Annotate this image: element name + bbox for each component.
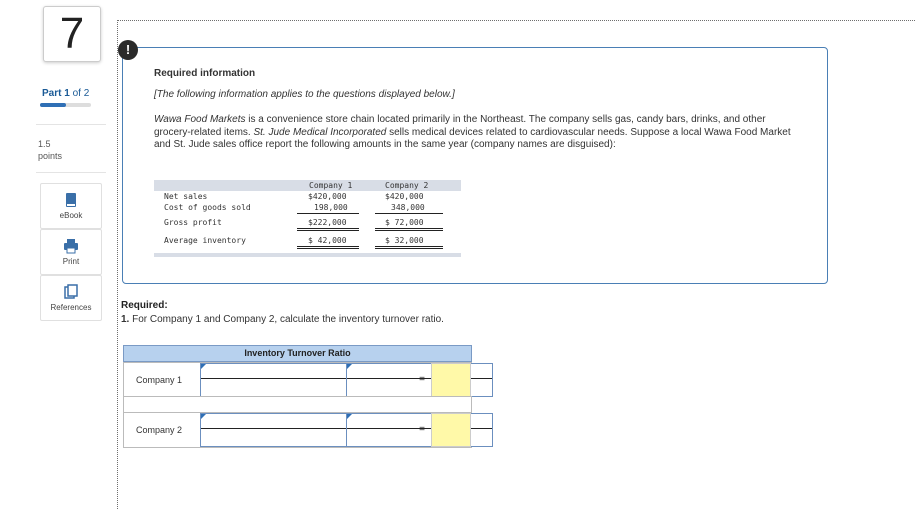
printer-icon (63, 238, 79, 254)
row-label: Company 1 (136, 375, 183, 385)
references-label: References (50, 303, 92, 312)
cell-value: 348,000 (391, 203, 425, 212)
cell-value: $ 42,000 (308, 236, 347, 245)
equals-sign: = (419, 374, 425, 385)
row-label: Company 2 (136, 425, 183, 435)
column-header: Company 2 (385, 181, 429, 190)
column-header: Company 1 (309, 181, 353, 190)
question-number: 7 (43, 6, 101, 62)
references-button[interactable] (40, 275, 102, 321)
row-label: Cost of goods sold (164, 203, 251, 212)
cell-value: 198,000 (314, 203, 348, 212)
info-applies-note: [The following information applies to the questions displayed below.] (154, 89, 455, 100)
cell-value: $420,000 (385, 192, 424, 201)
cell-value: $420,000 (308, 192, 347, 201)
divider (36, 124, 106, 125)
book-icon (63, 192, 79, 208)
inventory-turnover-table (123, 345, 471, 446)
part-indicator: Part 1 of 2 (42, 88, 90, 99)
content-border (117, 20, 118, 509)
company-2-numerator-input[interactable] (200, 413, 347, 447)
required-heading: Required: (121, 300, 168, 311)
company-1-result-input[interactable] (431, 363, 471, 397)
ebook-button[interactable] (40, 183, 102, 229)
ebook-label: eBook (59, 211, 83, 220)
cell-value: $ 32,000 (385, 236, 424, 245)
answer-row-company-1 (123, 362, 472, 398)
content-border-top (117, 20, 915, 21)
cell-value: $ 72,000 (385, 218, 424, 227)
info-heading: Required information (154, 68, 256, 79)
required-question: 1. For Company 1 and Company 2, calculate the inventory turnover ratio. (121, 314, 444, 325)
answer-spacer-row (123, 396, 472, 413)
company-2-result-input[interactable] (431, 413, 471, 447)
row-label: Average inventory (164, 236, 246, 245)
divider (36, 172, 106, 173)
row-label: Gross profit (164, 218, 222, 227)
equals-sign: = (419, 424, 425, 435)
company-1-numerator-input[interactable] (200, 363, 347, 397)
print-button[interactable] (40, 229, 102, 275)
references-icon (63, 284, 79, 300)
row-label: Net sales (164, 192, 208, 201)
answer-row-company-2 (123, 412, 472, 448)
financial-data-table (154, 180, 461, 257)
points: 1.5 points (38, 139, 63, 161)
info-paragraph: Wawa Food Markets is a convenience store chain located primarily in the Northeast. The company sells gas, candy bars, drinks, and other grocery-related items. St. Jude Medical Incorporated sells medical devices related to cardiovascular needs. Suppose a local Wawa Food Market and St. Jude sales office report the following amounts in the same year (company names are disguised): (154, 114, 791, 150)
alert-icon: ! (118, 40, 138, 60)
answer-table-header: Inventory Turnover Ratio (123, 345, 472, 362)
part-progress-bar (40, 103, 91, 107)
print-label: Print (62, 257, 80, 266)
cell-value: $222,000 (308, 218, 347, 227)
